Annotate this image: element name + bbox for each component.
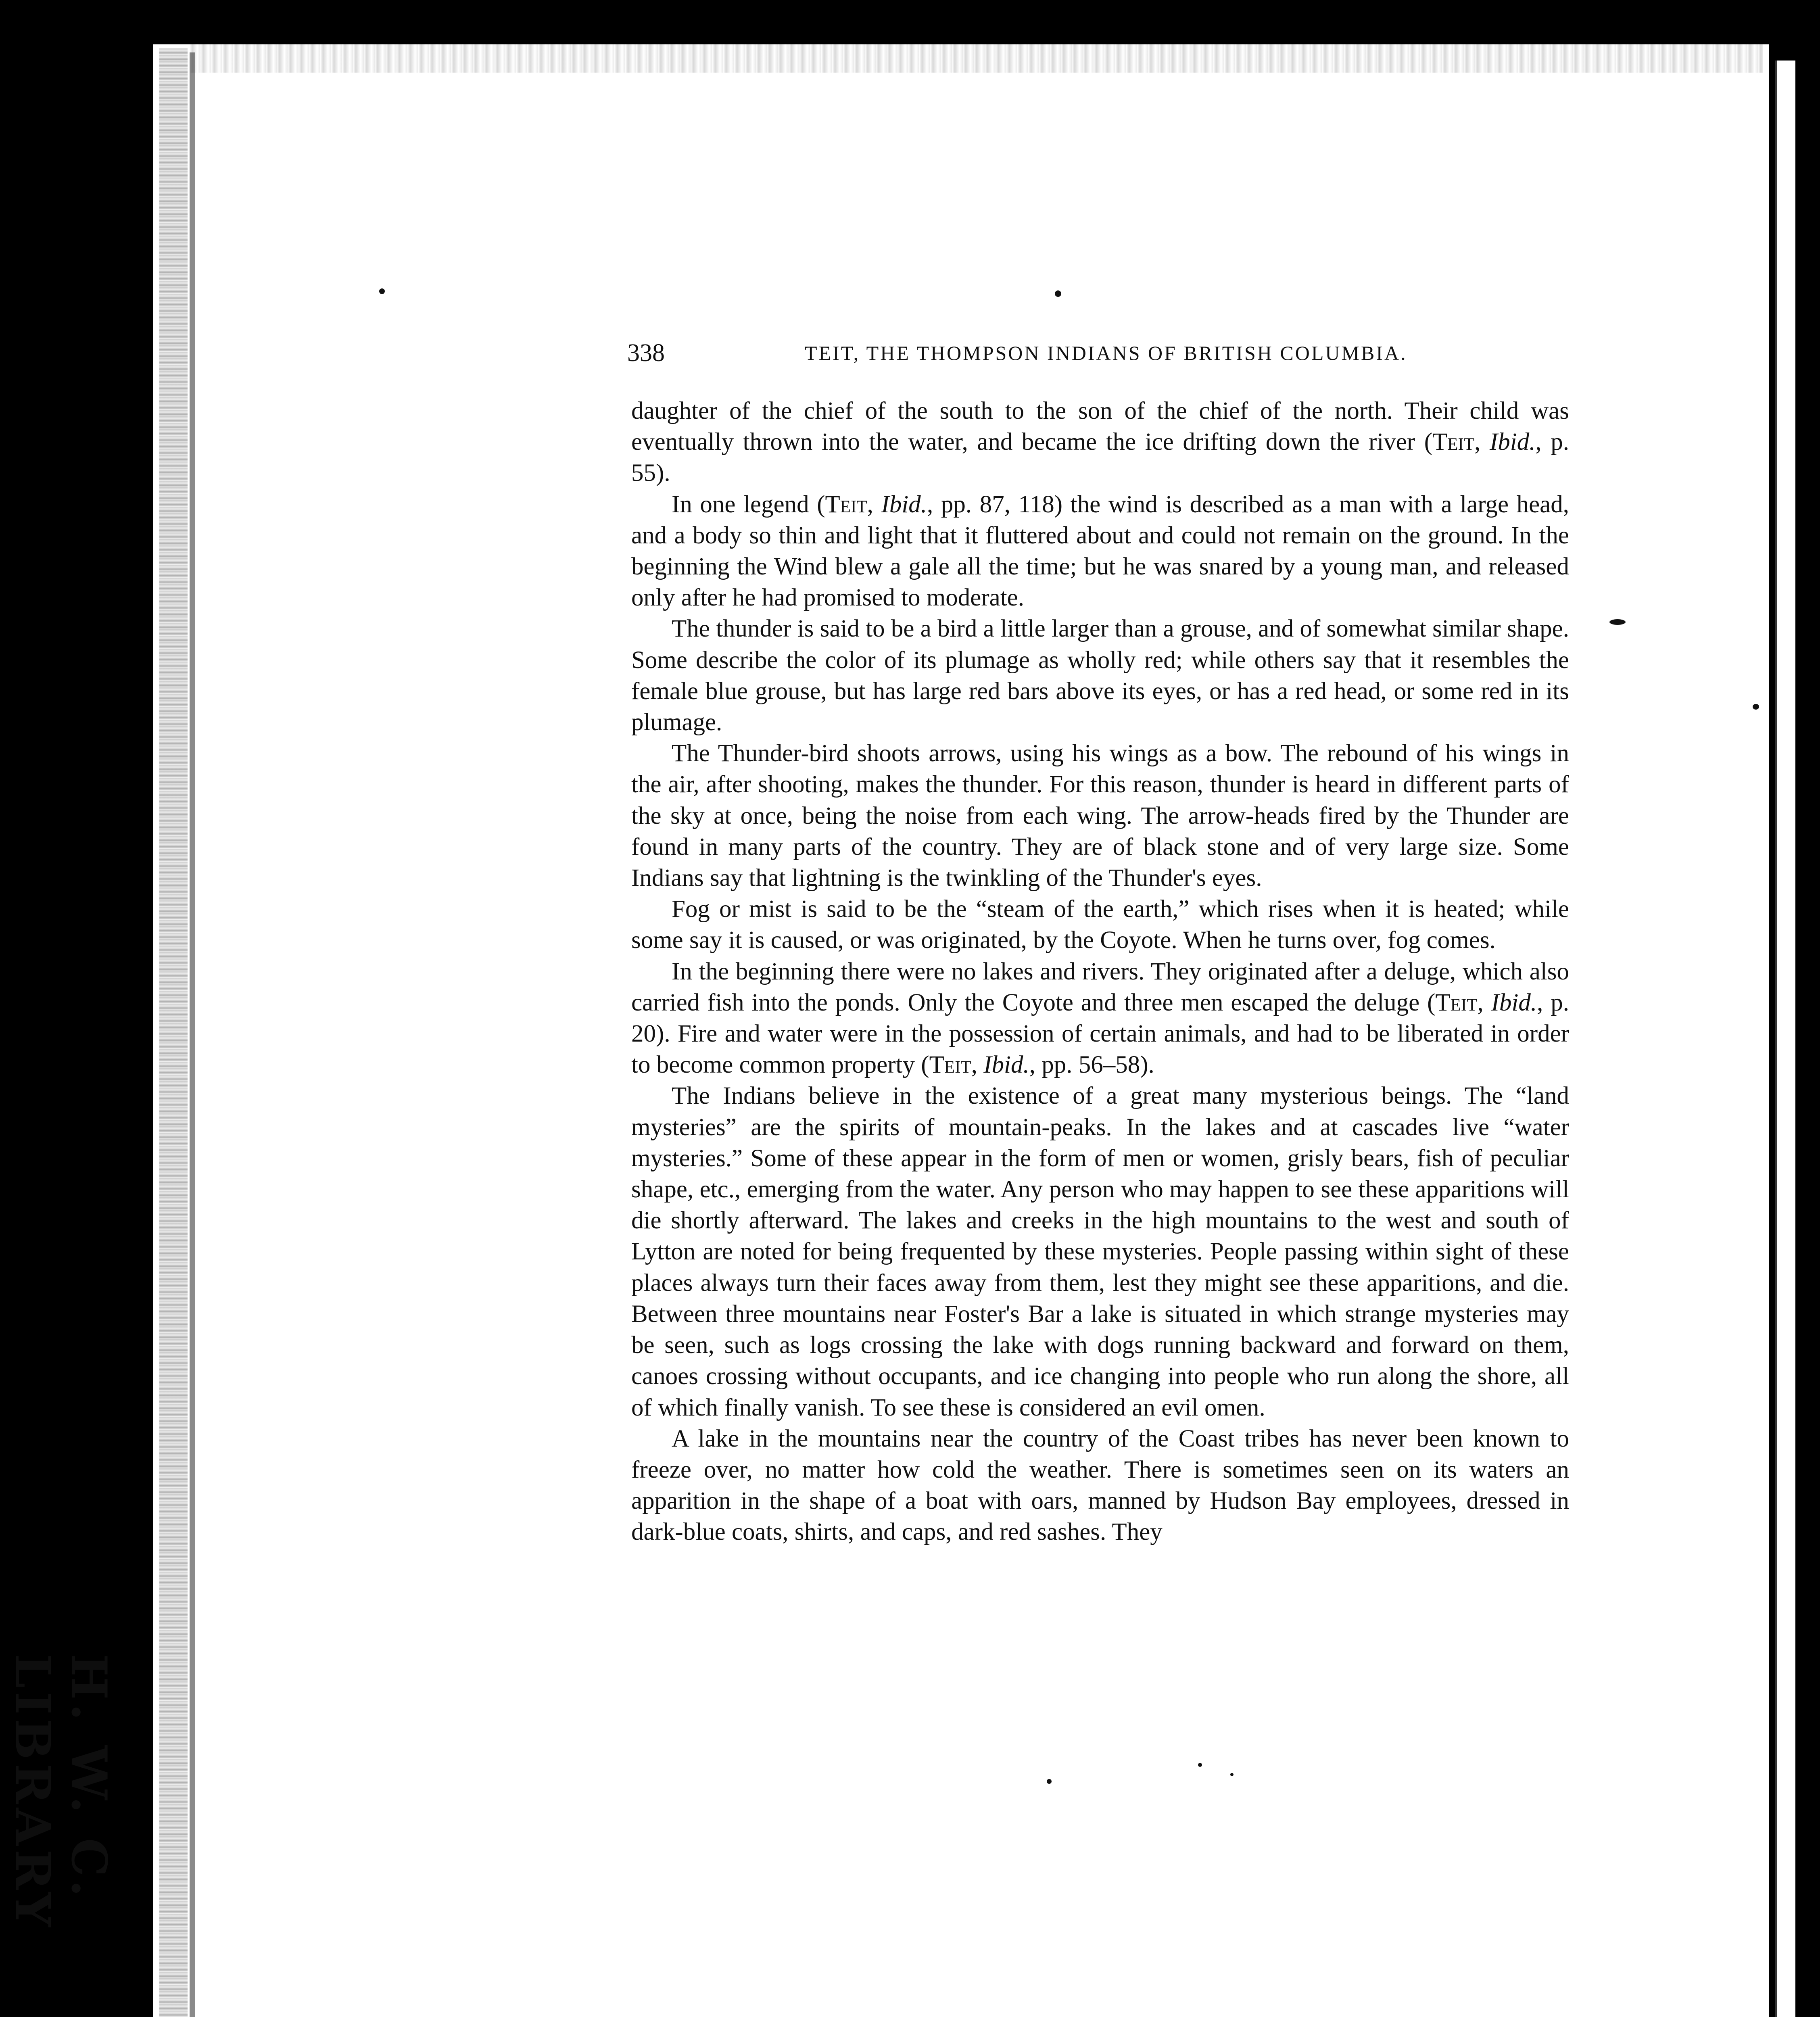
paragraph (631, 1423, 1569, 1548)
page-edge-shadow (190, 52, 195, 2017)
binding-gutter (159, 48, 188, 2017)
scan-speck (379, 288, 385, 294)
scan-top-edge (190, 44, 1763, 73)
scan-speck (1753, 704, 1759, 710)
author-name: Teit (825, 491, 867, 518)
author-name: Teit (929, 1051, 971, 1079)
author-name: Teit (1435, 989, 1478, 1016)
scan-speck (1198, 1763, 1202, 1767)
page-number: 338 (627, 339, 665, 367)
paragraph (631, 489, 1569, 614)
text-run: The thunder is said to be a bird a little larger than a grouse, and of somewhat similar shape. Some describe the color of its plumage as wholly red; while others say that it resembles the female blue grouse, but has large red bars above its eyes, or has a red head, or some red in its plumage. (631, 615, 1569, 736)
scan-speck (1609, 619, 1626, 625)
running-title: TEIT, THE THOMPSON INDIANS OF BRITISH COLUMBIA. (805, 342, 1407, 364)
text-run: The Thunder-bird shoots arrows, using his wings as a bow. The rebound of his wings in the air, after shooting, makes the thunder. For this reason, thunder is heard in different parts of the sky at once, being the noise from each wing. The arrow-heads fired by the Thunder are found in many parts of the country. They are of black stone and of very large size. Some Indians say that lightning is the twinkling of the Thunder's eyes. (631, 740, 1569, 892)
text-run: , (1474, 428, 1490, 456)
text-run: The Indians believe in the existence of a great many mysterious beings. The “land mysteries” are the spirits of mountain-peaks. In the lakes and at cascades live “water mysteries.” Some of these appear in the form of men or women, grisly bears, fish of peculiar shape, etc., emerging from the water. Any person who may happen to see these apparitions will die shortly afterward. The lakes and creeks in the high mountains to the west and south of Lytton are noted for being frequented by these mysteries. People passing within sight of these places always turn their faces away from them, lest they might see these apparitions, and die. Between three mountains near Foster's Bar a lake is situated in which strange mysteries may be seen, such as logs crossing the lake with dogs running backward and forward on them, canoes crossing without occupants, and ice changing into people who run along the shore, all of which finally vanish. To see these is considered an evil omen. (631, 1082, 1569, 1421)
text-run: daughter of the chief of the south to the son of the chief of the north. Their child was eventually thrown into the water, and became the ice drifting down the river ( (631, 397, 1569, 456)
text-run: , p. 55). (631, 428, 1570, 487)
text-run: In one legend ( (672, 491, 825, 518)
paragraph (631, 956, 1569, 1081)
text-run: , pp. 56–58). (1029, 1051, 1154, 1079)
italic-reference: Ibid. (1489, 428, 1536, 456)
text-run: A lake in the mountains near the country of the Coast tribes has never been known to freeze over, no matter how cold the weather. There is sometimes seen on its waters an apparition in the shape of a boat with oars, manned by Hudson Bay employees, dressed in dark-blue coats, shirts, and caps, and red sashes. They (631, 1425, 1569, 1546)
italic-reference: Ibid. (881, 491, 927, 518)
paragraph (631, 1080, 1569, 1423)
scan-speck (1055, 290, 1061, 297)
paragraph (631, 894, 1569, 956)
text-run: , p. 20). Fire and water were in the possession of certain animals, and had to be liberated in order to become common property ( (631, 989, 1570, 1079)
next-page-edge (1775, 61, 1795, 2017)
scan-speck (1230, 1773, 1234, 1776)
paragraph (631, 613, 1569, 738)
italic-reference: Ibid. (1491, 989, 1537, 1016)
text-run: Fog or mist is said to be the “steam of the earth,” which rises when it is heated; while some say it is caused, or was originated, by the Coyote. When he turns over, fog comes. (631, 896, 1569, 954)
italic-reference: Ibid. (983, 1051, 1029, 1079)
text-run: In the beginning there were no lakes and rivers. They originated after a deluge, which also carried fish into the ponds. Only the Coyote and three men escaped the deluge ( (631, 958, 1569, 1016)
text-run: , pp. 87, 118) the wind is described as a man with a large head, and a body so thin and light that it fluttered about and could not remain on the ground. In the beginning the Wind blew a gale all the time; but he was snared by a young man, and released only after he had promised to moderate. (631, 491, 1570, 612)
text-run: , (971, 1051, 984, 1079)
author-name: Teit (1432, 428, 1475, 456)
paragraph (631, 395, 1569, 489)
text-run: , (867, 491, 881, 518)
library-stamp: H. W. C. LIBRARY (4, 1654, 117, 1931)
paragraph (631, 738, 1569, 894)
text-run: , (1477, 989, 1491, 1016)
scan-speck (1047, 1779, 1052, 1784)
body-text (631, 395, 1569, 1548)
